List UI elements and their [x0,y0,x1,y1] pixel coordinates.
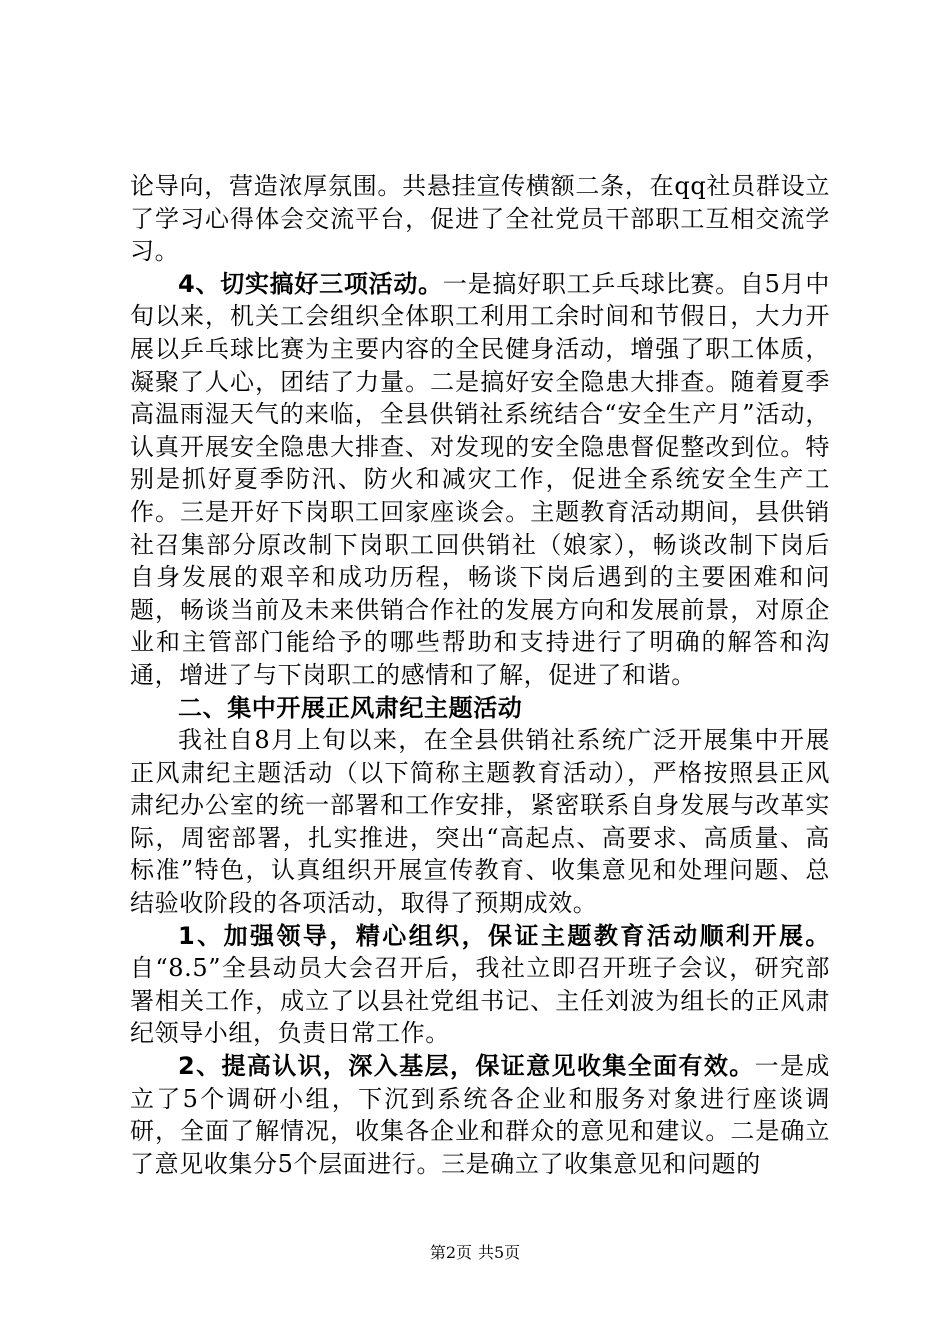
paragraph-text: 论导向，营造浓厚氛围。共悬挂宣传横额二条，在qq社员群设立了学习心得体会交流平台，促进了全社党员干部职工互相交流学习。 [130,172,830,266]
paragraph-text: 一是搞好职工乒乓球比赛。自5月中旬以来，机关工会组织全体职工利用工余时间和节假日，大力开展以乒乓球比赛为主要内容的全民健身活动，增强了职工体质，凝聚了人心，团结了力量。二是搞好安全隐患大排查。随着夏季高温雨湿天气的来临，全县供销社系统结合“安全生产月”活动，认真开展安全隐患大排查、对发现的安全隐患督促整改到位。特别是抓好夏季防汛、防火和减灾工作，促进全系统安全生产工作。三是开好下岗职工回家座谈会。主题教育活动期间，县供销社召集部分原改制下岗职工回供销社（娘家），畅谈改制下岗后自身发展的艰辛和成功历程，畅谈下岗后遇到的主要困难和问题，畅谈当前及未来供销合作社的发展方向和发展前景，对原企业和主管部门能给予的哪些帮助和支持进行了明确的解答和沟通，增进了与下岗职工的感情和了解，促进了和谐。 [130,269,830,689]
document-body [130,170,830,1180]
paragraph-section-intro [130,724,830,920]
page-total: 共5页 [478,1243,521,1262]
paragraph-lead: 2、提高认识，深入基层，保证意见收集全面有效。 [178,1052,755,1081]
page-footer [0,1240,950,1263]
paragraph-text: 一是成立了5个调研小组，下沉到系统各企业和服务对象进行座谈调研，全面了解情况，收集各企业和群众的意见和建议。二是确立了意见收集分5个层面进行。三是确立了收集意见和问题的 [130,1052,830,1178]
paragraph-text: 我社自8月上旬以来，在全县供销社系统广泛开展集中开展正风肃纪主题活动（以下简称主题教育活动），严格按照县正风肃纪办公室的统一部署和工作安排，紧密联系自身发展与改革实际，周密部署，扎实推进，突出“高起点、高要求、高质量、高标准”特色，认真组织开展宣传教育、收集意见和处理问题、总结验收阶段的各项活动，取得了预期成效。 [130,726,830,918]
paragraph-lead: 4、切实搞好三项活动。 [178,269,443,298]
paragraph-lead: 1、加强领导，精心组织，保证主题教育活动顺利开展。 [178,921,830,950]
page-number: 第2页 [429,1243,472,1262]
paragraph-three-activities [130,268,830,692]
paragraph-continuation [130,170,830,268]
section-heading: 二、集中开展正风肃纪主题活动 [178,693,523,722]
paragraph-text: 自“8.5”全县动员大会召开后，我社立即召开班子会议，研究部署相关工作，成立了以县社党组书记、主任刘波为组长的正风肃纪领导小组，负责日常工作。 [130,954,830,1048]
paragraph-opinion-collection [130,1050,830,1180]
paragraph-leadership [130,920,830,1050]
